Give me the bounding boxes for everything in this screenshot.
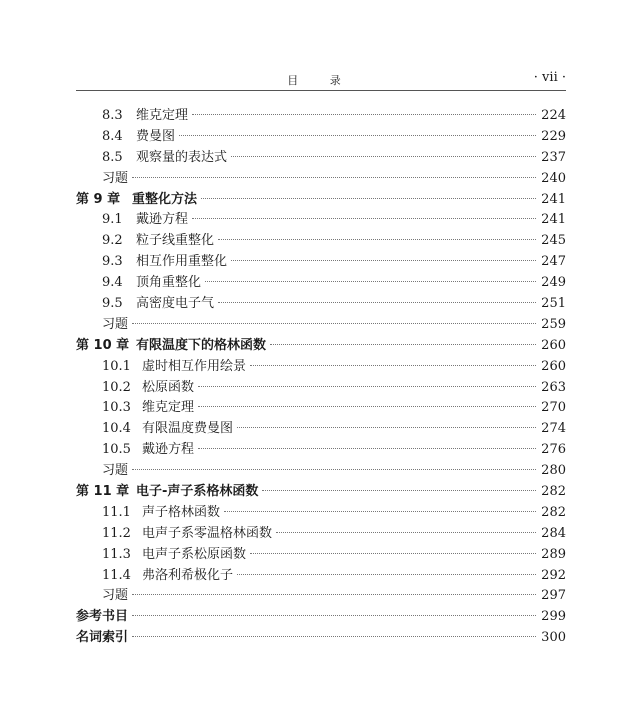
toc-entry[interactable]	[76, 294, 566, 315]
toc-entry-page: 249	[541, 275, 566, 291]
toc-entry[interactable]	[76, 524, 566, 545]
toc-entry[interactable]	[76, 357, 566, 378]
dot-leader	[198, 448, 536, 449]
toc-entry-title: 戴逊方程	[142, 442, 195, 458]
toc-entry-number: 第 10 章	[76, 337, 130, 353]
toc-entry-title: 维克定理	[136, 108, 189, 123]
toc-entry-title: 弗洛利希极化子	[142, 567, 234, 583]
toc-entry-page: 299	[541, 609, 566, 625]
toc-entry-title: 参考书目	[76, 609, 129, 625]
toc-entry-title: 习题	[102, 316, 129, 332]
toc-entry[interactable]	[76, 378, 566, 399]
toc-entry[interactable]	[76, 190, 566, 211]
toc-entry-number: 8.3	[102, 108, 123, 123]
dot-leader	[218, 302, 536, 303]
toc-entry-title: 维克定理	[142, 400, 195, 416]
header-title: 目 录	[287, 74, 355, 87]
dot-leader	[179, 135, 536, 136]
toc-entry-number: 10.5	[102, 442, 131, 458]
toc-entry-page: 259	[541, 316, 566, 332]
toc-entry-title: 虚时相互作用绘景	[142, 358, 247, 374]
toc-entry-page: 270	[541, 400, 566, 416]
toc-entry-page: 241	[541, 212, 566, 228]
dot-leader	[132, 636, 536, 637]
toc-entry[interactable]	[76, 336, 566, 357]
toc-entry[interactable]	[76, 482, 566, 503]
toc-entry[interactable]	[76, 419, 566, 440]
toc-entry-title: 有限温度下的格林函数	[136, 337, 267, 353]
toc-entry-page: 240	[541, 170, 566, 186]
toc-entry-number: 9.3	[102, 254, 123, 270]
dot-leader	[237, 427, 536, 428]
toc-entry[interactable]	[76, 231, 566, 252]
dot-leader	[250, 365, 536, 366]
toc-entry-number: 11.3	[102, 546, 131, 562]
dot-leader	[201, 198, 536, 199]
dot-leader	[270, 344, 536, 345]
dot-leader	[192, 218, 536, 219]
toc-entry[interactable]	[76, 503, 566, 524]
toc-entry-number: 9.5	[102, 296, 123, 312]
toc-entry-page: 282	[541, 504, 566, 520]
toc-entry[interactable]	[76, 252, 566, 273]
toc-entry-title: 顶角重整化	[136, 275, 202, 291]
toc-entry-page: 263	[541, 379, 566, 395]
toc-entry-title: 电子-声子系格林函数	[136, 484, 259, 500]
toc-entry-number: 10.1	[102, 358, 131, 374]
toc-entry-number: 9.2	[102, 233, 123, 249]
toc-entry-number: 11.2	[102, 525, 131, 541]
toc-entry-number: 11.1	[102, 504, 131, 520]
running-header	[76, 70, 566, 91]
dot-leader	[198, 386, 536, 387]
dot-leader	[231, 156, 536, 157]
header-page-number: · vii ·	[533, 70, 566, 85]
toc-entry[interactable]	[76, 169, 566, 190]
toc-entry-number: 10.4	[102, 421, 131, 437]
toc-entry-title: 戴逊方程	[136, 212, 189, 228]
toc-entry-number: 10.2	[102, 379, 131, 395]
toc-entry-title: 高密度电子气	[136, 296, 215, 312]
toc-entry-page: 282	[541, 484, 566, 500]
toc-entry-title: 松原函数	[142, 379, 195, 395]
dot-leader	[205, 281, 536, 282]
toc-entry[interactable]	[76, 127, 566, 148]
dot-leader	[224, 511, 536, 512]
toc-entry-page: 224	[541, 108, 566, 123]
toc-entry-title: 习题	[102, 588, 129, 604]
toc-entry-page: 300	[541, 630, 566, 646]
toc-entry-title: 名词索引	[76, 630, 129, 646]
toc-entry[interactable]	[76, 210, 566, 231]
toc-entry-number: 8.4	[102, 128, 123, 144]
toc-entry-page: 280	[541, 463, 566, 479]
toc-entry[interactable]	[76, 586, 566, 607]
toc-entry[interactable]	[76, 461, 566, 482]
toc-entry-title: 有限温度费曼图	[142, 421, 234, 437]
dot-leader	[250, 553, 536, 554]
dot-leader	[237, 574, 536, 575]
toc-entry-page: 292	[541, 567, 566, 583]
dot-leader	[262, 490, 536, 491]
toc-entry-page: 289	[541, 546, 566, 562]
toc-entry-page: 260	[541, 337, 566, 353]
toc-entry[interactable]	[76, 398, 566, 419]
toc-entry-page: 260	[541, 358, 566, 374]
toc-entry-title: 声子格林函数	[142, 504, 221, 520]
toc-entry-number: 第 9 章	[76, 191, 121, 207]
toc-entry-title: 习题	[102, 170, 129, 186]
toc-entry[interactable]	[76, 148, 566, 169]
toc-entry-title: 观察量的表达式	[136, 149, 228, 165]
toc-entry-page: 247	[541, 254, 566, 270]
toc-entry-page: 245	[541, 233, 566, 249]
toc-entry-page: 276	[541, 442, 566, 458]
dot-leader	[132, 323, 536, 324]
toc-entry-page: 237	[541, 149, 566, 165]
toc-entry-page: 274	[541, 421, 566, 437]
dot-leader	[231, 260, 536, 261]
toc-entry-title: 相互作用重整化	[136, 254, 228, 270]
dot-leader	[132, 177, 536, 178]
toc-entry-title: 电声子系零温格林函数	[142, 525, 273, 541]
toc-entry-title: 电声子系松原函数	[142, 546, 247, 562]
toc-entry[interactable]	[76, 315, 566, 336]
dot-leader	[192, 114, 536, 115]
dot-leader	[132, 615, 536, 616]
toc-entry-title: 习题	[102, 463, 129, 479]
toc-entry[interactable]	[76, 440, 566, 461]
toc-entry[interactable]	[76, 607, 566, 628]
toc-entry[interactable]	[76, 106, 566, 127]
dot-leader	[132, 594, 536, 595]
toc-entry[interactable]	[76, 566, 566, 587]
toc-entry-page: 297	[541, 588, 566, 604]
toc-entry-number: 10.3	[102, 400, 131, 416]
toc-entry-title: 重整化方法	[132, 191, 198, 207]
toc-entry-page: 251	[541, 296, 566, 312]
toc-entry[interactable]	[76, 628, 566, 649]
toc-entry-number: 9.1	[102, 212, 123, 228]
toc-entry-page: 241	[541, 191, 566, 207]
toc-entry-page: 284	[541, 525, 566, 541]
dot-leader	[276, 532, 536, 533]
table-of-contents	[76, 106, 566, 649]
dot-leader	[198, 406, 536, 407]
toc-entry-number: 9.4	[102, 275, 123, 291]
toc-entry-page: 229	[541, 128, 566, 144]
toc-entry[interactable]	[76, 545, 566, 566]
toc-entry-number: 8.5	[102, 149, 123, 165]
dot-leader	[218, 239, 536, 240]
dot-leader	[132, 469, 536, 470]
toc-entry[interactable]	[76, 273, 566, 294]
toc-entry-title: 粒子线重整化	[136, 233, 215, 249]
toc-entry-number: 第 11 章	[76, 484, 130, 500]
toc-entry-title: 费曼图	[136, 128, 176, 144]
toc-entry-number: 11.4	[102, 567, 131, 583]
